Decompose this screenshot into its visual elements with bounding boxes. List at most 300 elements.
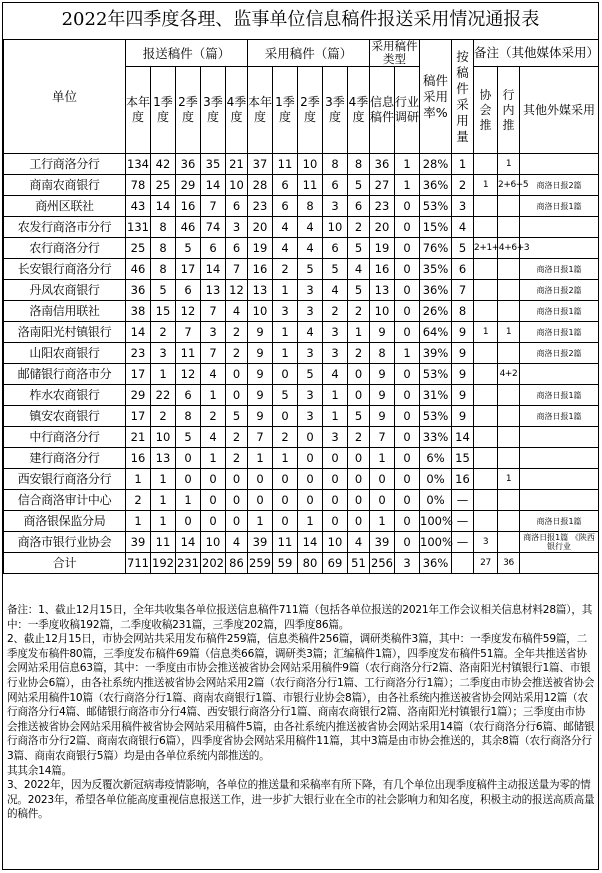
assoc-push-cell	[474, 490, 498, 511]
header-unit: 单位	[4, 40, 126, 154]
rank-cell: 9	[452, 343, 474, 364]
submitted-cell: 16	[126, 448, 151, 469]
table-row	[4, 343, 599, 364]
submitted-cell: 4	[226, 532, 248, 553]
adopted-cell: 0	[298, 469, 323, 490]
adoption-rate-cell: 53%	[420, 406, 452, 427]
adopted-cell: 1	[298, 511, 323, 532]
assoc-push-cell	[474, 469, 498, 490]
submitted-cell: 23	[126, 343, 151, 364]
table-row	[4, 385, 599, 406]
other-media-cell: 商洛日报1篇	[520, 511, 599, 532]
adopted-cell: 2	[273, 259, 298, 280]
rank-cell	[452, 553, 474, 574]
adoption-rate-cell: 36%	[420, 175, 452, 196]
report-table	[3, 39, 599, 574]
adopted-cell: 1	[248, 511, 273, 532]
adoption-rate-cell: 100%	[420, 532, 452, 553]
header-adopted-type: 采用稿件类型	[371, 39, 418, 66]
header-info: 信息稿件	[370, 67, 395, 154]
adopted-cell: 9	[248, 385, 273, 406]
submitted-cell: 8	[151, 217, 176, 238]
submitted-cell: 25	[151, 175, 176, 196]
info-count-cell: 9	[370, 364, 395, 385]
research-count-cell: 0	[395, 448, 420, 469]
assoc-push-cell	[474, 427, 498, 448]
adopted-cell: 259	[248, 553, 273, 574]
research-count-cell: 0	[395, 217, 420, 238]
submitted-cell: 14	[126, 322, 151, 343]
adopted-cell: 0	[273, 511, 298, 532]
note-3: 其其余14篇。	[7, 764, 73, 777]
adopted-cell: 1	[273, 280, 298, 301]
other-media-cell: 商洛日报1篇	[520, 322, 599, 343]
table-row	[4, 301, 599, 322]
report-sheet	[2, 2, 599, 870]
adopted-cell: 2	[323, 301, 348, 322]
submitted-cell: 10	[201, 532, 226, 553]
unit-name: 镇安农商银行	[4, 406, 126, 427]
info-count-cell: 9	[370, 406, 395, 427]
adopted-cell: 8	[323, 154, 348, 175]
research-count-cell: 0	[395, 301, 420, 322]
assoc-push-cell	[474, 196, 498, 217]
unit-name: 中行商洛分行	[4, 427, 126, 448]
submitted-cell: 1	[151, 469, 176, 490]
adopted-cell: 5	[348, 406, 370, 427]
adoption-rate-cell: 15%	[420, 217, 452, 238]
industry-push-cell: 1	[498, 469, 520, 490]
adopted-cell: 7	[248, 427, 273, 448]
note-4: 3、2022年，因为反覆次新冠病毒疫情影响，各单位的推送量和采稿率有所下降，有几个单位出现季度稿件主动报送量为零的情况。2023年，希望各单位能高度重视信息报送工作，进一步扩大银行业在全市的社会影响力和知名度，积极主动的报送高质高量的稿件。	[7, 779, 595, 821]
note-2: 2、截止12月15日，市协会网站共采用发布稿件259篇，信息类稿件256篇，调研类稿件3篇，其中：一季度发布稿件59篇，二季度发布稿件80篇，三季度发布稿件69篇（信息类66篇，调研类3篇；汇编稿件1篇），四季度发布稿件51篇。全年共推送省协会网站采用信息63篇，其中：一季度由市协会推送被省协会网站采用稿件9篇（农行商洛分行2篇、洛南阳光村镇银行1篇、市银行业协会6篇），由各社系统内推送被省协会网站采用2篇（农行商洛分行1篇、工行商洛分行1篇）；二季度由市协会推送被省协会网站采用稿件10篇（农行商洛分行1篇、商南农商银行1篇、市银行业协会8篇），由各社系统内推送被省协会网站采用12篇（农行商洛分行4篇、邮储银行商洛市分行4篇、西安银行商洛分行1篇、商南农商银行2篇、洛南阳光村镇银行1篇）；三季度由市协会推送被省协会网站采用稿件被省协会网站采用稿件5篇，由各社系统内推送被省协会网站采用14篇（农行商洛分行6篇、邮储银行商洛市分行2篇、商南农商银行6篇），四季度省协会网站采用稿件11篇，其中3篇是由市协会推送的，其余8篇（农行商洛分行3篇、商南农商银行5篇）均是由各单位系统内部推送的。	[7, 633, 595, 762]
industry-push-cell	[498, 406, 520, 427]
submitted-cell: 7	[201, 196, 226, 217]
unit-name: 丹凤农商银行	[4, 280, 126, 301]
submitted-cell: 22	[151, 385, 176, 406]
table-row	[4, 175, 599, 196]
submitted-cell: 4	[201, 427, 226, 448]
adopted-cell: 51	[348, 553, 370, 574]
table-row	[4, 448, 599, 469]
submitted-cell: 134	[126, 154, 151, 175]
submitted-cell: 0	[201, 469, 226, 490]
other-media-cell: 商洛日报2篇	[520, 175, 599, 196]
submitted-cell: 25	[126, 238, 151, 259]
submitted-cell: 231	[176, 553, 201, 574]
adopted-cell: 1	[273, 322, 298, 343]
adopted-cell: 4	[348, 532, 370, 553]
adopted-cell: 5	[348, 175, 370, 196]
industry-push-cell	[498, 343, 520, 364]
submitted-cell: 14	[176, 532, 201, 553]
adopted-cell: 10	[298, 154, 323, 175]
submitted-cell: 46	[176, 217, 201, 238]
adopted-cell: 11	[273, 154, 298, 175]
unit-name: 洛南阳光村镇银行	[4, 322, 126, 343]
adopted-cell: 2	[348, 217, 370, 238]
adopted-cell: 28	[248, 175, 273, 196]
adopted-cell: 0	[348, 490, 370, 511]
adopted-cell: 14	[298, 532, 323, 553]
assoc-push-cell: 1	[474, 175, 498, 196]
adopted-cell: 80	[298, 553, 323, 574]
submitted-cell: 42	[151, 154, 176, 175]
adoption-rate-cell: 26%	[420, 301, 452, 322]
adopted-cell: 5	[298, 259, 323, 280]
assoc-push-cell	[474, 217, 498, 238]
adopted-cell: 6	[348, 196, 370, 217]
submitted-cell: 17	[126, 406, 151, 427]
adoption-rate-cell: 0%	[420, 490, 452, 511]
industry-push-cell	[498, 532, 520, 553]
assoc-push-cell: 3	[474, 532, 498, 553]
rank-cell: 14	[452, 427, 474, 448]
research-count-cell: 3	[395, 553, 420, 574]
industry-push-cell	[498, 259, 520, 280]
submitted-cell: 7	[226, 259, 248, 280]
submitted-cell: 7	[176, 322, 201, 343]
adoption-rate-cell: 36%	[420, 553, 452, 574]
header-remarks: 备注（其他媒体采用）	[474, 40, 599, 67]
assoc-push-cell	[474, 280, 498, 301]
submitted-cell: 17	[176, 259, 201, 280]
submitted-cell: 0	[226, 364, 248, 385]
adopted-cell: 2	[273, 427, 298, 448]
industry-push-cell	[498, 427, 520, 448]
submitted-cell: 78	[126, 175, 151, 196]
table-row	[4, 532, 599, 553]
info-count-cell: 0	[370, 469, 395, 490]
adopted-cell: 19	[248, 238, 273, 259]
adopted-cell: 4	[298, 238, 323, 259]
submitted-cell: 10	[226, 175, 248, 196]
research-count-cell: 0	[395, 469, 420, 490]
submitted-cell: 0	[176, 511, 201, 532]
adopted-cell: 9	[248, 364, 273, 385]
table-row	[4, 511, 599, 532]
adopted-cell: 0	[323, 511, 348, 532]
submitted-cell: 1	[176, 490, 201, 511]
adopted-cell: 4	[298, 322, 323, 343]
assoc-push-cell: 27	[474, 553, 498, 574]
adopted-cell: 9	[248, 406, 273, 427]
rank-cell: 16	[452, 469, 474, 490]
info-count-cell: 0	[370, 490, 395, 511]
submitted-cell: 1	[201, 385, 226, 406]
submitted-cell: 192	[151, 553, 176, 574]
rank-cell: 9	[452, 385, 474, 406]
adopted-cell: 4	[273, 217, 298, 238]
submitted-cell: 131	[126, 217, 151, 238]
submitted-cell: 1	[126, 511, 151, 532]
submitted-cell: 3	[201, 322, 226, 343]
table-row	[4, 427, 599, 448]
research-count-cell: 0	[395, 280, 420, 301]
table-row	[4, 154, 599, 175]
header-adopted-q1: 1季度	[273, 67, 298, 154]
header-submitted-q1: 1季度	[151, 67, 176, 154]
header-research: 行业调研	[395, 67, 420, 154]
unit-name: 柞水农商银行	[4, 385, 126, 406]
submitted-cell: 2	[126, 490, 151, 511]
submitted-cell: 0	[226, 490, 248, 511]
adopted-cell: 2	[348, 343, 370, 364]
adopted-cell: 3	[273, 301, 298, 322]
adopted-cell: 0	[348, 448, 370, 469]
submitted-cell: 6	[176, 280, 201, 301]
industry-push-cell	[498, 490, 520, 511]
assoc-push-cell	[474, 448, 498, 469]
industry-push-cell	[498, 511, 520, 532]
submitted-cell: 0	[201, 511, 226, 532]
adopted-cell: 0	[348, 364, 370, 385]
submitted-cell: 2	[226, 343, 248, 364]
note-1: 备注：1、截止12月15日，全年共收集各单位报送信息稿件711篇（包括各单位报送的2021年工作会议相关信息材料28篇），其中：一季度收稿192篇，二季度收稿231篇，三季度202篇，四季度86篇。	[7, 604, 593, 631]
header-submitted-q3: 3季度	[201, 67, 226, 154]
table-row	[4, 406, 599, 427]
adopted-cell: 1	[348, 322, 370, 343]
other-media-cell	[520, 217, 599, 238]
submitted-cell: 36	[126, 280, 151, 301]
adopted-cell: 1	[323, 385, 348, 406]
submitted-cell: 2	[226, 322, 248, 343]
adopted-cell: 5	[298, 364, 323, 385]
submitted-cell: 86	[226, 553, 248, 574]
other-media-cell	[520, 364, 599, 385]
industry-push-cell: 4+2	[498, 364, 520, 385]
research-count-cell: 0	[395, 196, 420, 217]
adopted-cell: 0	[248, 490, 273, 511]
header-rank: 按稿件采用量	[452, 40, 474, 154]
rank-cell: 9	[452, 364, 474, 385]
adopted-cell: 37	[248, 154, 273, 175]
header-adopted-year: 本年度	[248, 67, 273, 154]
info-count-cell: 256	[370, 553, 395, 574]
info-count-cell: 1	[370, 511, 395, 532]
adopted-cell: 2	[348, 301, 370, 322]
submitted-cell: 12	[226, 280, 248, 301]
assoc-push-cell	[474, 343, 498, 364]
submitted-cell: 1	[151, 511, 176, 532]
adopted-cell: 10	[248, 301, 273, 322]
header-submitted-q4: 4季度	[226, 67, 248, 154]
other-media-cell	[520, 553, 599, 574]
rank-cell: 9	[452, 406, 474, 427]
adopted-cell: 0	[273, 469, 298, 490]
submitted-cell: 1	[151, 364, 176, 385]
adoption-rate-cell: 53%	[420, 196, 452, 217]
adoption-rate-cell: 6%	[420, 448, 452, 469]
assoc-push-cell	[474, 154, 498, 175]
industry-push-cell: 1	[498, 154, 520, 175]
other-media-cell: 商洛日报1篇	[520, 385, 599, 406]
assoc-push-cell	[474, 406, 498, 427]
adoption-rate-cell: 31%	[420, 385, 452, 406]
report-title: 2022年四季度各理、监事单位信息稿件报送采用情况通报表	[61, 9, 540, 30]
rank-cell: 5	[452, 238, 474, 259]
header-industry: 行内推	[498, 67, 520, 154]
adopted-cell: 0	[273, 364, 298, 385]
research-count-cell: 0	[395, 427, 420, 448]
research-count-cell: 0	[395, 259, 420, 280]
rank-cell: —	[452, 532, 474, 553]
adopted-cell: 1	[248, 448, 273, 469]
adopted-cell: 6	[323, 238, 348, 259]
info-count-cell: 19	[370, 238, 395, 259]
rank-cell: 9	[452, 322, 474, 343]
header-row-1	[4, 40, 599, 67]
other-media-cell: 商洛日报1篇	[520, 259, 599, 280]
adopted-cell: 0	[348, 511, 370, 532]
submitted-cell: 29	[176, 175, 201, 196]
adopted-cell: 5	[348, 238, 370, 259]
info-count-cell: 36	[370, 154, 395, 175]
submitted-cell: 39	[126, 532, 151, 553]
unit-name: 信合商洛审计中心	[4, 490, 126, 511]
submitted-cell: 0	[176, 469, 201, 490]
research-count-cell: 0	[395, 511, 420, 532]
adopted-cell: 11	[273, 532, 298, 553]
table-row	[4, 280, 599, 301]
rank-cell: 3	[452, 196, 474, 217]
research-count-cell: 1	[395, 343, 420, 364]
submitted-cell: 14	[201, 175, 226, 196]
research-count-cell: 0	[395, 385, 420, 406]
rank-cell: —	[452, 511, 474, 532]
submitted-cell: 5	[151, 280, 176, 301]
submitted-cell: 15	[151, 301, 176, 322]
research-count-cell: 0	[395, 532, 420, 553]
adopted-cell: 0	[348, 469, 370, 490]
adopted-cell: 0	[323, 490, 348, 511]
header-submitted: 报送稿件（篇）	[126, 40, 248, 67]
other-media-cell	[520, 490, 599, 511]
research-count-cell: 0	[395, 238, 420, 259]
adopted-cell: 3	[323, 196, 348, 217]
submitted-cell: 11	[151, 532, 176, 553]
submitted-cell: 3	[226, 217, 248, 238]
adopted-cell: 0	[348, 385, 370, 406]
submitted-cell: 0	[226, 469, 248, 490]
submitted-cell: 13	[151, 448, 176, 469]
submitted-cell: 6	[201, 238, 226, 259]
adopted-cell: 9	[248, 343, 273, 364]
submitted-cell: 1	[126, 469, 151, 490]
info-count-cell: 20	[370, 217, 395, 238]
rank-cell: 1	[452, 154, 474, 175]
table-row	[4, 196, 599, 217]
adopted-cell: 6	[273, 175, 298, 196]
submitted-cell: 6	[176, 385, 201, 406]
submitted-cell: 38	[126, 301, 151, 322]
adopted-cell: 4	[348, 259, 370, 280]
adopted-cell: 8	[348, 154, 370, 175]
adopted-cell: 3	[298, 385, 323, 406]
adoption-rate-cell: 64%	[420, 322, 452, 343]
adopted-cell: 0	[298, 448, 323, 469]
rank-cell: 2	[452, 175, 474, 196]
submitted-cell: 14	[151, 196, 176, 217]
industry-push-cell: 1	[498, 322, 520, 343]
submitted-cell: 2	[201, 406, 226, 427]
industry-push-cell	[498, 280, 520, 301]
adopted-cell: 13	[248, 280, 273, 301]
adoption-rate-cell: 39%	[420, 343, 452, 364]
rank-cell: 15	[452, 448, 474, 469]
info-count-cell: 27	[370, 175, 395, 196]
unit-name: 西安银行商洛分行	[4, 469, 126, 490]
assoc-push-cell	[474, 259, 498, 280]
submitted-cell: 5	[226, 406, 248, 427]
submitted-cell: 29	[126, 385, 151, 406]
adopted-cell: 69	[323, 553, 348, 574]
rank-cell: 7	[452, 280, 474, 301]
research-count-cell: 0	[395, 364, 420, 385]
adopted-cell: 1	[273, 343, 298, 364]
submitted-cell: 4	[226, 301, 248, 322]
submitted-cell: 17	[126, 364, 151, 385]
industry-push-cell	[498, 217, 520, 238]
submitted-cell: 2	[151, 406, 176, 427]
submitted-cell: 2	[151, 322, 176, 343]
adoption-rate-cell: 35%	[420, 259, 452, 280]
adopted-cell: 8	[298, 196, 323, 217]
info-count-cell: 7	[370, 427, 395, 448]
header-assoc: 协会推	[474, 67, 498, 154]
submitted-cell: 0	[176, 448, 201, 469]
table-row	[4, 364, 599, 385]
adopted-cell: 3	[298, 343, 323, 364]
adoption-rate-cell: 53%	[420, 364, 452, 385]
adopted-cell: 3	[298, 406, 323, 427]
adopted-cell: 4	[298, 217, 323, 238]
submitted-cell: 21	[226, 154, 248, 175]
submitted-cell: 0	[226, 511, 248, 532]
unit-name: 商南农商银行	[4, 175, 126, 196]
unit-name: 长安银行商洛分行	[4, 259, 126, 280]
info-count-cell: 10	[370, 301, 395, 322]
assoc-push-cell	[474, 364, 498, 385]
adopted-cell: 11	[298, 175, 323, 196]
table-row	[4, 469, 599, 490]
unit-name: 农行商洛分行	[4, 238, 126, 259]
adopted-cell: 0	[273, 490, 298, 511]
adopted-cell: 20	[248, 217, 273, 238]
research-count-cell: 0	[395, 406, 420, 427]
other-media-cell	[520, 238, 599, 259]
unit-name: 山阳农商银行	[4, 343, 126, 364]
unit-name: 商洛银保监分局	[4, 511, 126, 532]
header-submitted-year: 本年度	[126, 67, 151, 154]
header-adoption-rate: 稿件采用率%	[420, 40, 452, 154]
submitted-cell: 12	[176, 301, 201, 322]
header-adopted-q3: 3季度	[323, 67, 348, 154]
info-count-cell: 16	[370, 259, 395, 280]
unit-name: 邮储银行商洛市分	[4, 364, 126, 385]
other-media-cell	[520, 448, 599, 469]
adopted-cell: 23	[248, 196, 273, 217]
adopted-cell: 0	[323, 469, 348, 490]
adopted-cell: 4	[323, 280, 348, 301]
assoc-push-cell: 1	[474, 322, 498, 343]
submitted-cell: 43	[126, 196, 151, 217]
table-row	[4, 217, 599, 238]
adopted-cell: 3	[323, 343, 348, 364]
header-adopted-q4: 4季度	[348, 67, 370, 154]
submitted-cell: 202	[201, 553, 226, 574]
submitted-cell: 711	[126, 553, 151, 574]
